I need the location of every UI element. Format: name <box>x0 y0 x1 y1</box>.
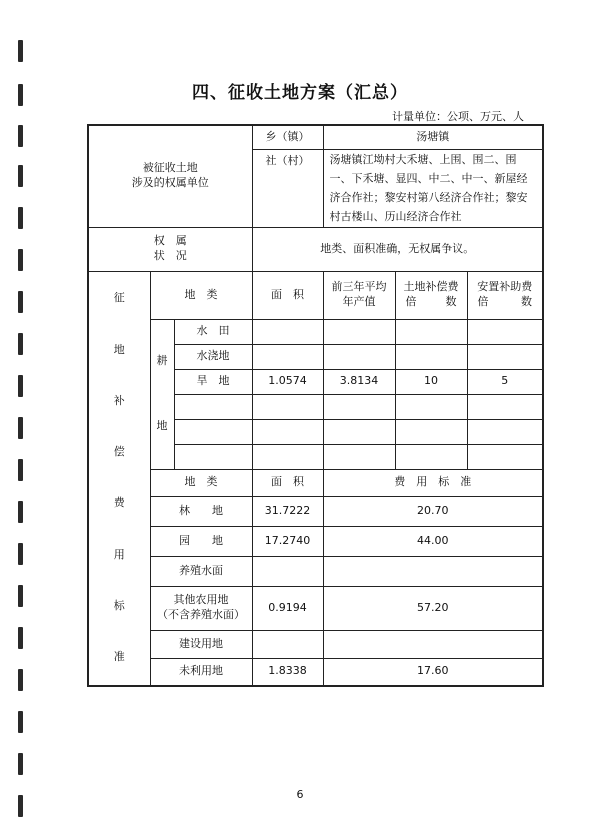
table-row: 林 地 31.7222 20.70 <box>88 496 543 526</box>
compensation-label: 征 地 补 偿 费 用 标 准 <box>88 271 150 686</box>
arable-label: 耕 地 <box>150 319 174 469</box>
unit-note: 计量单位：公项、万元、人 <box>392 110 524 123</box>
lower-header-land: 地 类 <box>150 469 252 496</box>
township-label: 乡（镇） <box>252 125 323 149</box>
upper-header-area: 面 积 <box>252 271 323 319</box>
upper-header-avg: 前三年平均 年产值 <box>323 271 395 319</box>
upper-header-land: 地 类 <box>150 271 252 319</box>
table-row: 其他农用地 （不含养殖水面） 0.9194 57.20 <box>88 586 543 630</box>
rights-value: 地类、面积准确，无权属争议。 <box>252 227 543 271</box>
upper-header-comp: 土地补偿费 倍 数 <box>395 271 467 319</box>
page-number: 6 <box>296 788 304 801</box>
page-title: 四、征收土地方案（汇总） <box>192 83 408 103</box>
table-row: 建设用地 <box>88 630 543 658</box>
table-row: 养殖水面 <box>88 556 543 586</box>
upper-header-reset: 安置补助费 倍 数 <box>467 271 543 319</box>
table-row: 未利用地 1.8338 17.60 <box>88 658 543 686</box>
lower-header-area: 面 积 <box>252 469 323 496</box>
village-value: 汤塘镇江坳村大禾塘、上围、围二、围一、下禾塘、显四、中二、中一、新屋经济合作社；黎安村第八经济合作社；黎安村古楼山、历山经济合作社 <box>323 149 543 227</box>
table-row: 旱 地 1.0574 3.8134 10 5 <box>88 369 543 394</box>
table-row: 水浇地 <box>88 344 543 369</box>
township-value: 汤塘镇 <box>323 125 543 149</box>
table-row: 耕 地 水 田 <box>88 319 543 344</box>
rights-label: 权 属 状 况 <box>88 227 252 271</box>
table-row: 园 地 17.2740 44.00 <box>88 526 543 556</box>
owner-unit-label: 被征收土地 涉及的权属单位 <box>88 125 252 227</box>
land-acquisition-table <box>87 124 544 687</box>
village-label: 社（村） <box>252 149 323 227</box>
lower-header-std: 费 用 标 准 <box>323 469 543 496</box>
